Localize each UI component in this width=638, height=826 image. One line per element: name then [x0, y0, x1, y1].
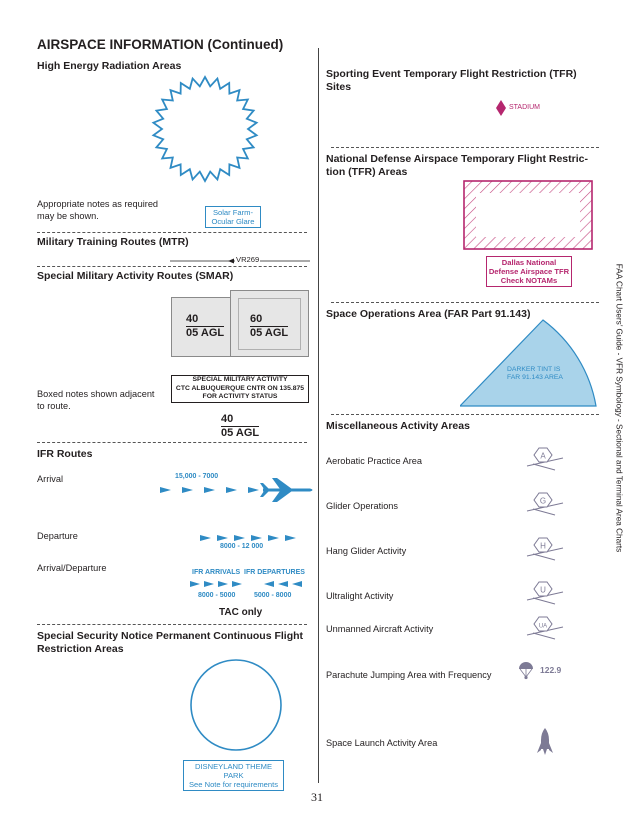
misc-item-glider: Glider Operations	[326, 501, 399, 511]
national-defense-heading-line2: tion (TFR) Areas	[326, 166, 408, 178]
ifr-arrival-alt: 15,000 - 7000	[175, 473, 219, 480]
hex-slash-line	[533, 554, 555, 560]
disneyland-line1: DISNEYLAND THEME PARK	[194, 762, 273, 780]
national-defense-heading-line1: National Defense Airspace Temporary Flight Restric-	[326, 153, 588, 165]
high-energy-starburst-icon	[150, 74, 260, 184]
smar-heading: Special Military Activity Routes (SMAR)	[37, 270, 234, 282]
ifr-departures-text: IFR DEPARTURES	[244, 569, 305, 576]
smar-box-line3: FOR ACTIVITY STATUS	[202, 393, 278, 400]
hex-glyph: G	[539, 496, 547, 506]
smar-alt3-top: 40	[221, 413, 234, 425]
dallas-line3: Check NOTAMs	[500, 276, 558, 285]
section-divider	[331, 147, 599, 148]
misc-item-parachute: Parachute Jumping Area with Frequency	[326, 670, 492, 680]
smar-alt1-top: 40	[186, 313, 199, 325]
smar-note-line1: Boxed notes shown adjacent	[37, 389, 155, 399]
ssn-heading-line2: Restriction Areas	[37, 643, 124, 655]
solar-farm-line2: Ocular Glare	[211, 217, 255, 226]
section-divider	[37, 232, 307, 233]
hex-glyph: H	[540, 541, 546, 551]
dallas-line1: Dallas National	[501, 258, 557, 267]
page-number: 31	[311, 790, 323, 804]
high-energy-note-line2: may be shown.	[37, 211, 99, 221]
national-defense-hatch-box	[463, 180, 593, 250]
hex-glyph: A	[540, 451, 546, 461]
misc-heading: Miscellaneous Activity Areas	[326, 420, 470, 432]
space-ops-tint-line2: FAR 91.143 AREA	[507, 374, 563, 381]
hang-glider-hex-icon	[525, 536, 565, 562]
ifr-arrdep-route	[190, 578, 310, 590]
ifr-arrivals-alt: 8000 - 5000	[198, 592, 236, 599]
airplane-icon	[260, 478, 313, 502]
stadium-diamond-icon	[496, 100, 506, 116]
ifr-arrivals-text: IFR ARRIVALS	[192, 569, 241, 576]
ssn-heading-line1: Special Security Notice Permanent Continuous Flight	[37, 630, 304, 642]
smar-altitude-1	[186, 313, 224, 340]
dallas-line2: Defense Airspace TFR	[488, 267, 570, 276]
stadium-label: STADIUM	[509, 104, 540, 111]
hex-glyph: UA	[538, 623, 548, 630]
smar-alt1-bottom: 05 AGL	[186, 327, 225, 339]
ifr-heading: IFR Routes	[37, 448, 93, 460]
misc-item-hang-glider: Hang Glider Activity	[326, 546, 407, 556]
misc-item-ultralight: Ultralight Activity	[326, 591, 394, 601]
smar-alt3-bottom: 05 AGL	[221, 427, 260, 439]
solar-farm-line1: Solar Farm-	[212, 208, 254, 217]
hex-slash-line	[533, 509, 555, 515]
smar-alt2-bottom: 05 AGL	[250, 327, 289, 339]
smar-altitude-3	[221, 413, 259, 440]
smar-altitude-2	[250, 313, 288, 340]
high-energy-heading: High Energy Radiation Areas	[37, 60, 182, 72]
ifr-departures-alt: 5000 - 8000	[254, 592, 292, 599]
hex-slash-line	[533, 598, 555, 604]
space-ops-heading: Space Operations Area (FAR Part 91.143)	[326, 308, 531, 320]
hex-slash-line	[533, 464, 555, 470]
parachute-icon	[518, 662, 534, 680]
ifr-arrdep-label: Arrival/Departure	[37, 563, 107, 573]
side-caption-text: FAA Chart Users’ Guide - VFR Symbology - Sectional and Terminal Area Charts	[614, 263, 624, 553]
rocket-icon	[537, 728, 553, 756]
ifr-tac-only: TAC only	[219, 607, 263, 618]
section-divider	[37, 624, 307, 625]
ifr-departure-alt: 8000 - 12 000	[220, 543, 264, 550]
hex-glyph: U	[540, 585, 546, 595]
page-title: AIRSPACE INFORMATION (Continued)	[37, 37, 284, 52]
ifr-arrival-label: Arrival	[37, 474, 64, 484]
column-divider	[318, 48, 319, 783]
disneyland-box	[183, 760, 284, 791]
unmanned-hex-icon	[525, 615, 565, 641]
ultralight-hex-icon	[525, 580, 565, 606]
solar-farm-box	[205, 206, 261, 228]
misc-item-space-launch: Space Launch Activity Area	[326, 738, 438, 748]
high-energy-note-line1: Appropriate notes as required	[37, 199, 159, 209]
misc-item-aerobatic: Aerobatic Practice Area	[326, 456, 423, 466]
aerobatic-hex-icon	[525, 446, 565, 472]
sporting-heading-line1: Sporting Event Temporary Flight Restriction (TFR)	[326, 68, 577, 80]
section-divider	[37, 266, 307, 267]
space-ops-wedge	[460, 318, 600, 408]
smar-alt2-top: 60	[250, 313, 263, 325]
parachute-frequency: 122.9	[540, 665, 562, 675]
side-caption	[613, 258, 625, 558]
mtr-route-label: VR269	[236, 255, 260, 264]
glider-hex-icon	[525, 491, 565, 517]
disneyland-line2: See Note for requirements	[188, 780, 279, 789]
misc-item-unmanned: Unmanned Aircraft Activity	[326, 624, 434, 634]
hex-slash-line	[533, 633, 555, 639]
smar-activity-box	[171, 375, 309, 403]
mtr-heading: Military Training Routes (MTR)	[37, 236, 189, 248]
ifr-departure-label: Departure	[37, 531, 78, 541]
space-ops-tint-line1: DARKER TINT IS	[507, 366, 561, 373]
ifr-arrival-route	[160, 478, 315, 502]
smar-note-line2: to route.	[37, 401, 71, 411]
section-divider	[331, 302, 599, 303]
section-divider	[331, 414, 599, 415]
section-divider	[37, 442, 307, 443]
smar-box-line1: SPECIAL MILITARY ACTIVITY	[192, 376, 288, 383]
sporting-heading-line2: Sites	[326, 81, 352, 93]
dallas-ndatfr-box	[486, 256, 572, 287]
smar-box-line2: CTC ALBUQUERQUE CNTR ON 135.875	[175, 384, 305, 392]
ssn-circle	[189, 658, 283, 752]
